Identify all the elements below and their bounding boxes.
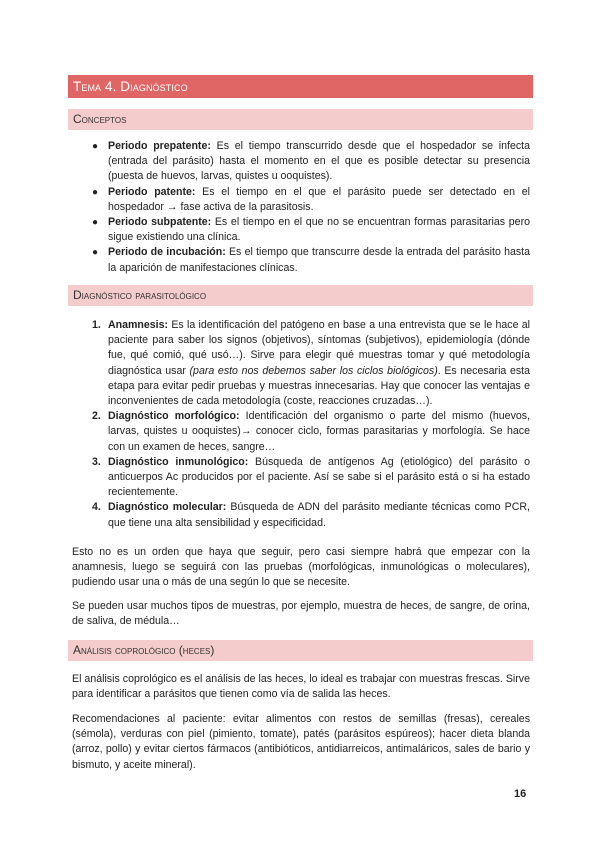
definition-text: Es el tiempo en el que no se encuentran formas parasitarias pero sigue existiendo una clínica. — [108, 216, 530, 244]
page-number: 16 — [514, 788, 527, 800]
term-label: Diagnóstico molecular: — [108, 501, 227, 514]
term-label: Anamnesis: — [108, 319, 169, 331]
bullet-icon: ● — [92, 141, 99, 152]
definition-text: Búsqueda de ADN del parásito mediante técnicas como PCR, que tiene una alta sensibilidad y especificidad. — [108, 501, 530, 529]
list-item — [92, 215, 530, 245]
term-label: Periodo patente: — [108, 185, 196, 198]
list-item — [92, 455, 530, 501]
bullet-icon: ● — [92, 247, 99, 259]
item-number: 1. — [92, 319, 101, 331]
item-number: 2. — [92, 410, 101, 423]
italic-note: (para esto nos debemos saber los ciclos biológicos) — [189, 364, 438, 377]
list-item — [92, 185, 530, 215]
term-label: Diagnóstico inmunológico: — [108, 455, 249, 468]
paragraph-muestras: Se pueden usar muchos tipos de muestras, por ejemplo, muestra de heces, de sangre, de orina, de saliva, de médula… — [72, 600, 530, 628]
list-item — [92, 409, 530, 455]
list-item — [92, 139, 530, 185]
term-label: Periodo de incubación: — [108, 246, 226, 259]
conceptos-list — [92, 139, 530, 276]
definition-text: Es el tiempo transcurrido desde que el hospedador se infecta (entrada del parásito) hasta el momento en el que es posible detectar su presencia (puesta de huevos, larvas, quistes u ooquistes). — [108, 140, 530, 183]
bullet-icon: ● — [92, 186, 99, 198]
section-heading-coprologico: Análisis coprológico (heces) — [68, 640, 533, 661]
item-number: 3. — [92, 455, 101, 468]
definition-text: Es el tiempo que transcurre desde la entrada del parásito hasta la aparición de manifestaciones clínicas. — [108, 246, 530, 274]
term-label: Periodo subpatente: — [108, 216, 212, 229]
definition-text: Búsqueda de antígenos Ag (etiológico) del parásito o anticuerpos Ac producidos por el paciente. Así se sabe si el parásito está o si ha estado recientemente. — [108, 455, 530, 499]
term-label: Diagnóstico morfológico: — [108, 410, 240, 423]
chapter-title: Tema 4. Diagnóstico — [68, 75, 533, 98]
definition-text: . Es necesaria esta etapa para evitar pedir pruebas y muestras innecesarias. Hay que conocer las ventajas e inconvenientes de cada metodología (coste, reacciones cruzadas…). — [108, 364, 530, 408]
list-item — [92, 245, 530, 275]
definition-text: Es el tiempo en el que el parásito puede ser detectado en el hospedador → fase activa de la parasitosis. — [108, 185, 530, 213]
paragraph-orden: Esto no es un orden que haya que seguir, pero casi siempre habrá que empezar con la anamnesis, luego se seguirá con las pruebas (morfológicas, inmunológicas o moleculares), pudiendo usar una o más de una según lo que se necesite. — [72, 546, 530, 589]
definition-text: Identificación del organismo o parte del mismo (huevos, larvas, quistes u ooquistes)→ conocer ciclo, formas parasitarias y morfología. Se hace con un examen de heces, sangre… — [108, 410, 530, 453]
paragraph-recomendaciones: Recomendaciones al paciente: evitar alimentos con restos de semillas (fresas), cereales (sémola), verduras con piel (pimiento, tomate), patés (parásitos espúreos); hacer dieta blanda (arroz, pollo) y evitar ciertos fármacos (antibióticos, antidiarreicos, antimaláricos, sales de bario y bismuto, y aceite mineral). — [72, 713, 530, 771]
paragraph-coprologico: El análisis coprológico es el análisis de las heces, lo ideal es trabajar con muestras frescas. Sirve para identificar a parásitos que tienen como vía de salida las heces. — [72, 673, 530, 701]
list-item — [92, 500, 530, 530]
definition-text: Es la identificación del patógeno en base a una entrevista que se le hace al paciente para saber los signos (objetivos), síntomas (subjetivos), epidemiología (dónde fue, qué comió, qué usó…). Sirve para elegir qué muestras tomar y qué metodología diagnóstica usar — [108, 319, 530, 377]
parasitologico-list — [92, 318, 530, 531]
section-heading-parasitologico: Diagnóstico parasitológico — [68, 285, 533, 306]
bullet-icon: ● — [92, 217, 99, 229]
section-heading-conceptos: Conceptos — [68, 109, 533, 130]
item-number: 4. — [92, 501, 101, 514]
term-label: Periodo prepatente: — [108, 140, 211, 152]
list-item — [92, 318, 530, 409]
